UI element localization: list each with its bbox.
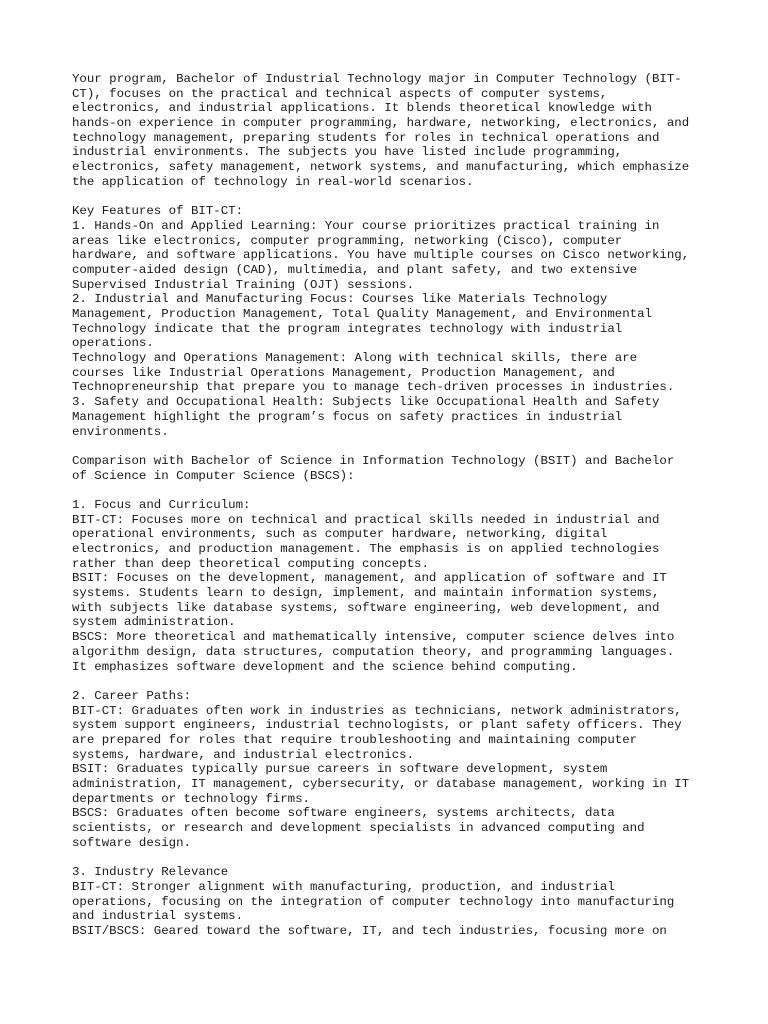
blank-line [72,483,712,498]
text-line: operations, focusing on the integration of computer technology into manufacturing [72,894,675,909]
text-line: electronics, safety management, network systems, and manufacturing, which emphasize [72,160,690,175]
text-line: operations. [72,336,154,351]
text-line: scientists, or research and development specialists in advanced computing and [72,821,645,836]
text-line: BSIT: Focuses on the development, management, and application of software and IT [72,571,667,586]
text-line: system administration. [72,615,236,630]
text-line: rather than deep theoretical computing concepts. [72,556,429,571]
text-line: 3. Safety and Occupational Health: Subjects like Occupational Health and Safety [72,395,660,410]
text-line: hardware, and software applications. You have multiple courses on Cisco networking, [72,248,690,263]
text-line: Comparison with Bachelor of Science in Information Technology (BSIT) and Bachelor [72,453,675,468]
text-line: Your program, Bachelor of Industrial Technology major in Computer Technology (BIT- [72,72,682,86]
text-line: 3. Industry Relevance [72,865,229,880]
text-line: electronics, and production management. The emphasis is on applied technologies [72,542,660,556]
text-line: 2. Industrial and Manufacturing Focus: Courses like Materials Technology [72,292,608,307]
text-line: computer-aided design (CAD), multimedia, and plant safety, and two extensive [72,262,638,277]
text-line: and industrial systems. [72,909,244,924]
text-line: algorithm design, data structures, computation theory, and programming languages. [72,644,675,659]
text-line: CT), focuses on the practical and technical aspects of computer systems, [72,86,608,101]
text-line: administration, IT management, cybersecurity, or database management, working in IT [72,777,690,791]
text-line: departments or technology firms. [72,791,310,806]
text-line: systems, hardware, and industrial electronics. [72,747,415,762]
text-line: Technopreneurship that prepare you to manage tech-driven processes in industries. [72,380,675,395]
text-line: Supervised Industrial Training (OJT) sessions. [72,277,415,292]
blank-line [72,674,712,689]
text-line: 1. Hands-On and Applied Learning: Your course prioritizes practical training in [72,218,660,233]
text-line: are prepared for roles that require troubleshooting and maintaining computer [72,732,638,747]
text-line: Key Features of BIT-CT: [72,204,244,219]
text-line: courses like Industrial Operations Management, Production Management, and [72,365,615,380]
text-line: systems. Students learn to design, implement, and maintain information systems, [72,586,660,601]
blank-line [72,439,712,454]
text-line: BSIT: Graduates typically pursue careers in software development, system [72,762,608,777]
text-line: Management highlight the program’s focus on safety practices in industrial [72,409,623,424]
text-line: electronics, and industrial applications. It blends theoretical knowledge with [72,101,652,116]
text-line: 2. Career Paths: [72,688,191,703]
text-line: software design. [72,835,191,850]
text-line: with subjects like database systems, software engineering, web development, and [72,600,660,615]
text-line: 1. Focus and Curriculum: [72,497,251,512]
text-line: environments. [72,424,169,439]
text-line: BSCS: Graduates often become software engineers, systems architects, data [72,806,615,821]
text-line: areas like electronics, computer programming, networking (Cisco), computer [72,233,623,248]
text-line: technology management, preparing students for roles in technical operations and [72,130,660,145]
text-line: industrial environments. The subjects you have listed include programming, [72,145,623,160]
text-line: Management, Production Management, Total Quality Management, and Environmental [72,307,652,321]
text-line: the application of technology in real-world scenarios. [72,174,474,189]
document-body [72,72,712,939]
text-line: It emphasizes software development and the science behind computing. [72,659,578,674]
text-line: Technology and Operations Management: Along with technical skills, there are [72,351,638,366]
text-line: BSCS: More theoretical and mathematically intensive, computer science delves into [72,630,675,645]
text-line: of Science in Computer Science (BSCS): [72,468,355,483]
text-line: BIT-CT: Stronger alignment with manufacturing, production, and industrial [72,879,615,894]
text-line: BIT-CT: Focuses more on technical and practical skills needed in industrial and [72,512,660,527]
text-line: BIT-CT: Graduates often work in industries as technicians, network administrators, [72,703,682,718]
text-line: system support engineers, industrial technologists, or plant safety officers. They [72,718,682,733]
text-line: BSIT/BSCS: Geared toward the software, IT, and tech industries, focusing more on [72,923,667,938]
blank-line [72,850,712,865]
blank-line [72,190,712,205]
text-line: hands-on experience in computer programming, hardware, networking, electronics, and [72,116,690,131]
text-line: operational environments, such as computer hardware, networking, digital [72,527,608,542]
text-line: Technology indicate that the program integrates technology with industrial [72,321,623,336]
